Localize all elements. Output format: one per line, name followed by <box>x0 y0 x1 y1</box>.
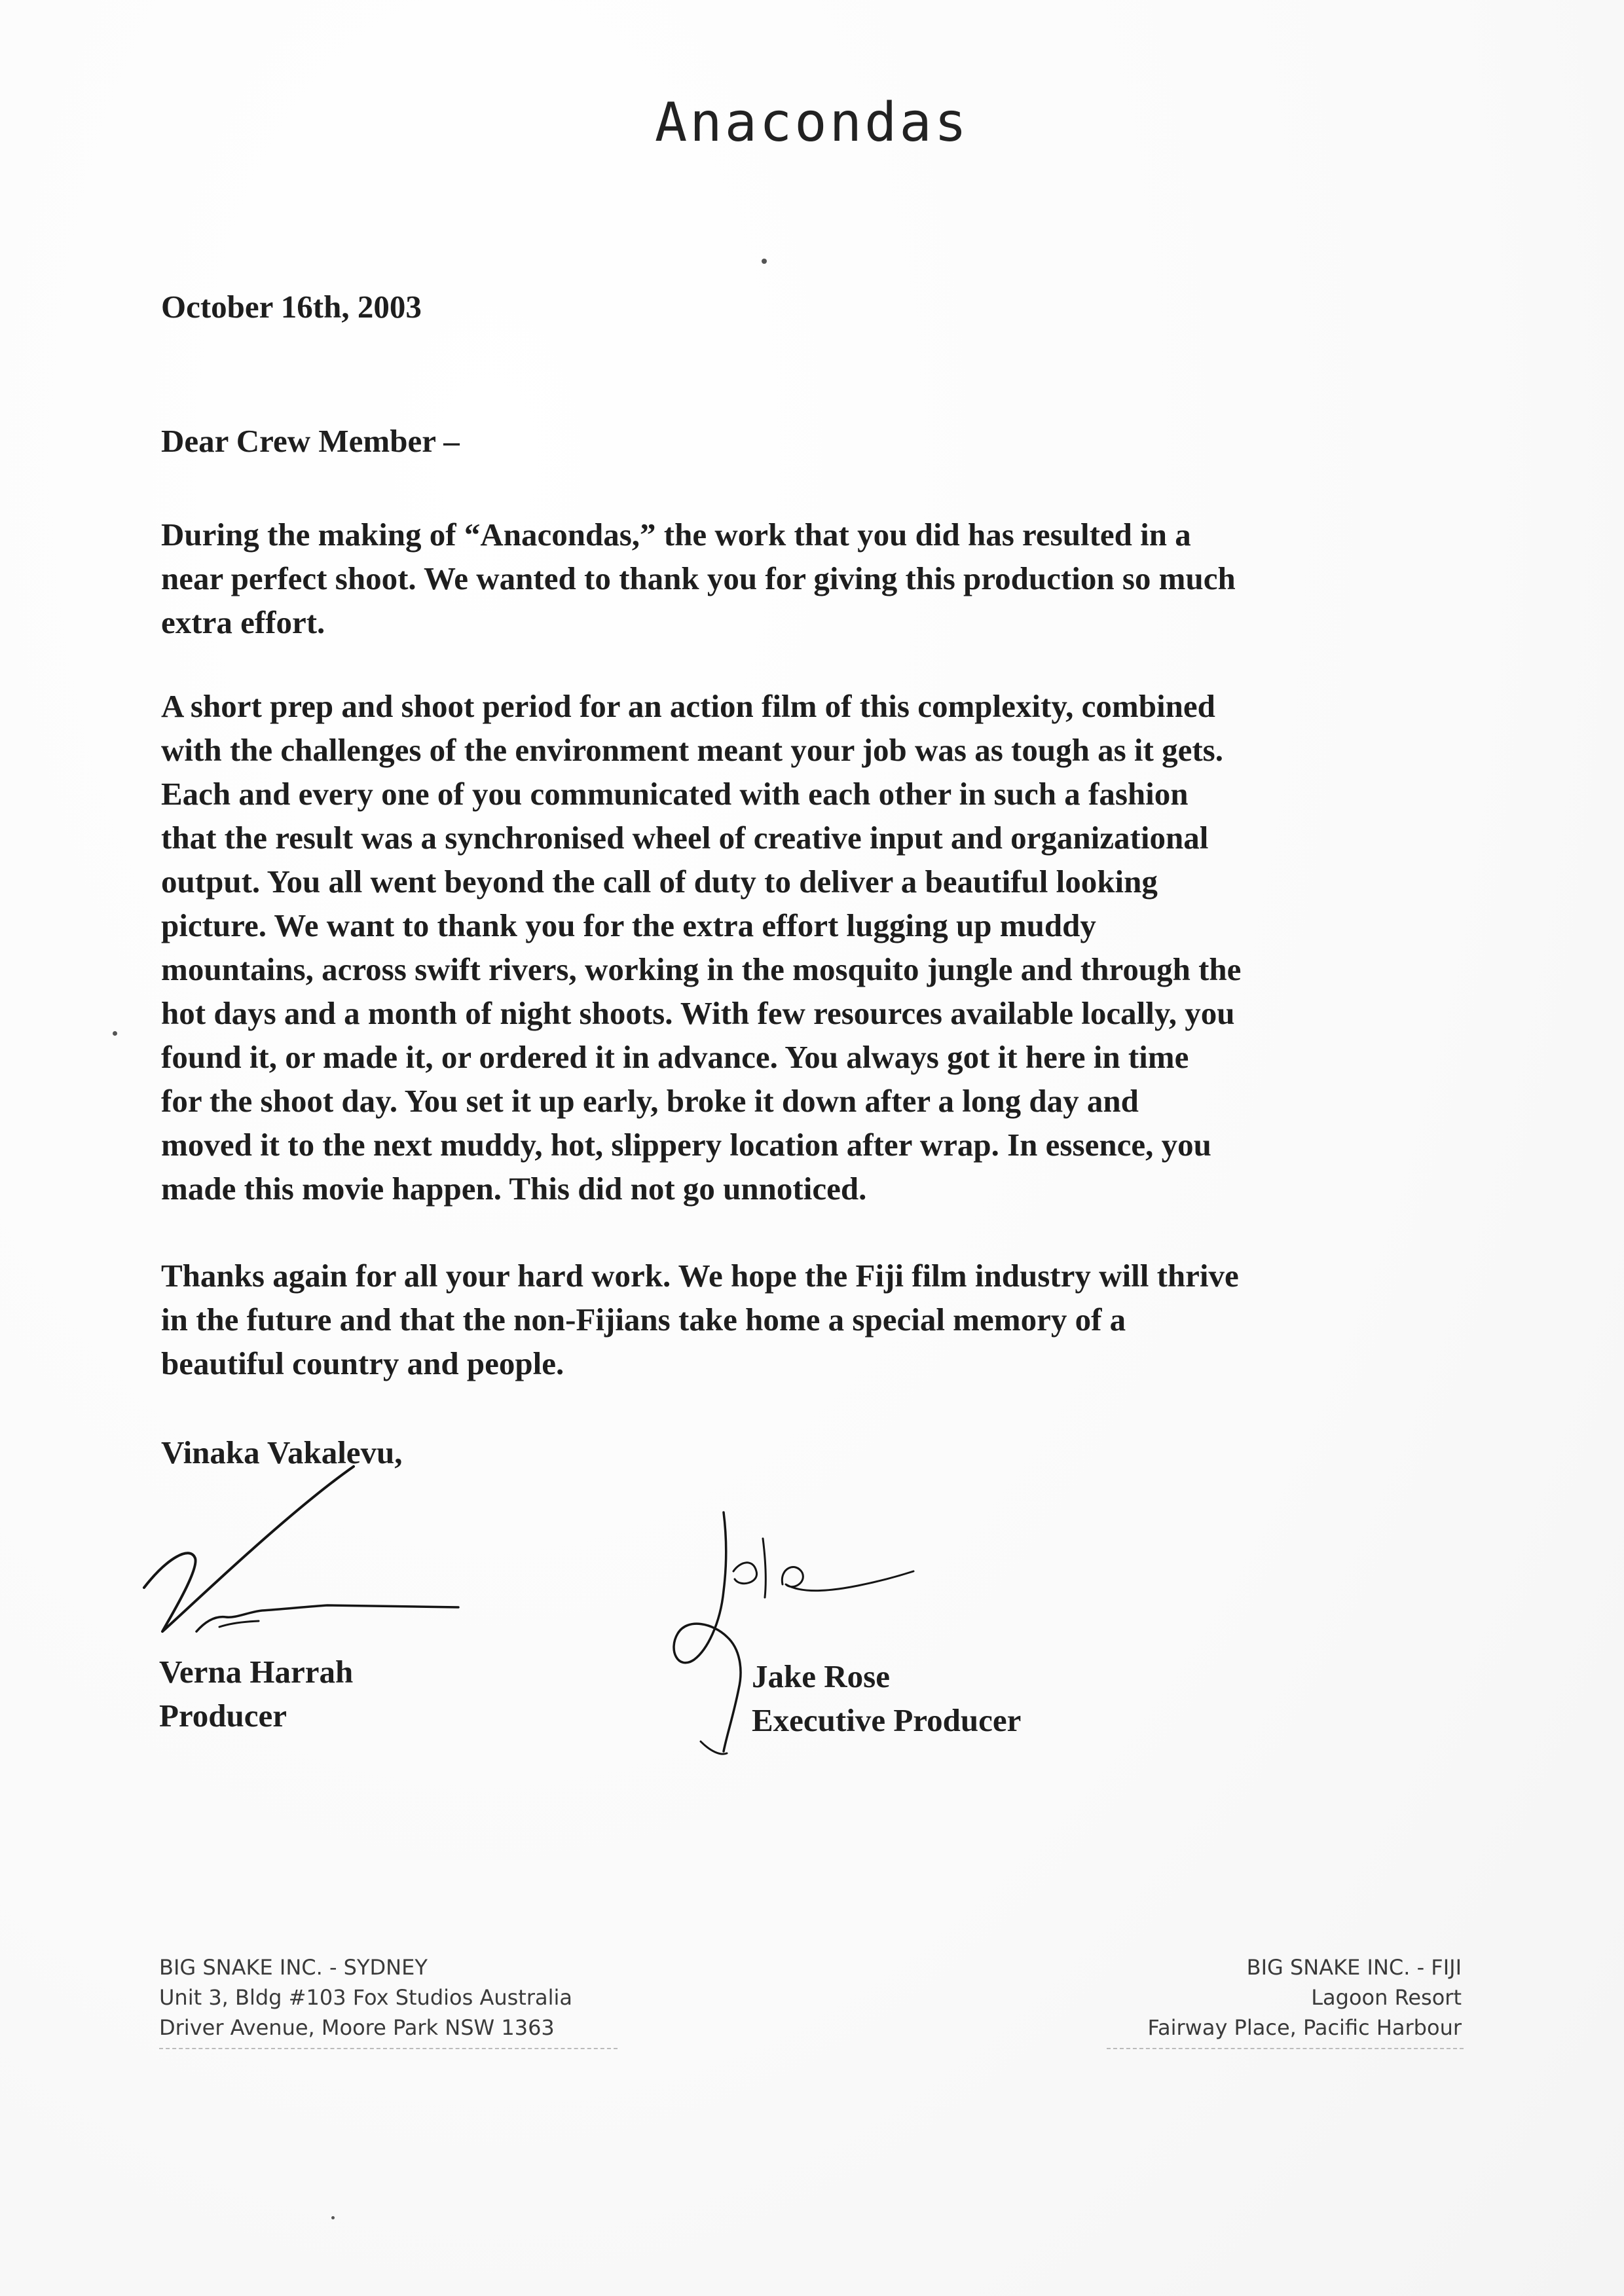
footer-company: BIG SNAKE INC. - SYDNEY <box>159 1955 428 1980</box>
footer-fiji-address <box>1148 1952 1462 2043</box>
paragraph-line: During the making of “Anacondas,” the work that you did has resulted in a <box>161 517 1191 553</box>
footer-sydney-address <box>159 1952 572 2043</box>
paragraph-3 <box>161 1254 1471 1385</box>
paragraph-line: beautiful country and people. <box>161 1345 564 1381</box>
footer-address-line: Driver Avenue, Moore Park NSW 1363 <box>159 2015 555 2040</box>
paragraph-line: with the challenges of the environment meant your job was as tough as it gets. <box>161 732 1223 768</box>
paragraph-line: made this movie happen. This did not go unnoticed. <box>161 1171 867 1207</box>
paragraph-line: hot days and a month of night shoots. With few resources available locally, you <box>161 995 1235 1031</box>
letter-date: October 16th, 2003 <box>161 289 422 325</box>
cropped-text-edge <box>159 2048 618 2049</box>
paragraph-line: near perfect shoot. We wanted to thank you for giving this production so much <box>161 560 1236 596</box>
paragraph-line: picture. We want to thank you for the extra effort lugging up muddy <box>161 907 1096 943</box>
footer-address-line: Fairway Place, Pacific Harbour <box>1147 2015 1462 2040</box>
signer-jake-rose <box>752 1654 1021 1742</box>
letterhead-title: Anacondas <box>654 92 970 154</box>
signer-name: Jake Rose <box>752 1658 890 1694</box>
paragraph-line: that the result was a synchronised wheel of creative input and organizational <box>161 820 1209 856</box>
paragraph-line: for the shoot day. You set it up early, broke it down after a long day and <box>161 1083 1139 1119</box>
paper-speck <box>762 259 767 264</box>
paper-speck <box>113 1031 117 1036</box>
footer-address-line: Unit 3, Bldg #103 Fox Studios Australia <box>159 1985 572 2010</box>
signer-title: Executive Producer <box>752 1702 1022 1738</box>
paragraph-line: extra effort. <box>161 604 325 640</box>
paragraph-line: output. You all went beyond the call of duty to deliver a beautiful looking <box>161 864 1158 900</box>
footer-address-line: Lagoon Resort <box>1311 1985 1462 2010</box>
paragraph-1 <box>161 513 1471 644</box>
paragraph-line: moved it to the next muddy, hot, slippery location after wrap. In essence, you <box>161 1127 1211 1163</box>
paragraph-line: Thanks again for all your hard work. We hope the Fiji film industry will thrive <box>161 1258 1239 1294</box>
paper-speck <box>331 2216 335 2219</box>
signer-name: Verna Harrah <box>159 1654 354 1690</box>
letter-closing: Vinaka Vakalevu, <box>161 1434 403 1470</box>
signer-title: Producer <box>159 1698 287 1734</box>
paragraph-2 <box>161 684 1471 1211</box>
paragraph-line: in the future and that the non-Fijians take home a special memory of a <box>161 1302 1126 1338</box>
paragraph-line: Each and every one of you communicated with each other in such a fashion <box>161 776 1189 812</box>
paragraph-line: mountains, across swift rivers, working in the mosquito jungle and through the <box>161 951 1242 987</box>
footer-company: BIG SNAKE INC. - FIJI <box>1246 1955 1462 1980</box>
paragraph-line: A short prep and shoot period for an action film of this complexity, combined <box>161 688 1215 724</box>
signature-verna-harrah <box>131 1460 471 1669</box>
cropped-text-edge <box>1107 2048 1464 2049</box>
paragraph-line: found it, or made it, or ordered it in advance. You always got it here in time <box>161 1039 1189 1075</box>
letter-salutation: Dear Crew Member – <box>161 423 460 459</box>
signer-verna-harrah <box>159 1650 353 1738</box>
